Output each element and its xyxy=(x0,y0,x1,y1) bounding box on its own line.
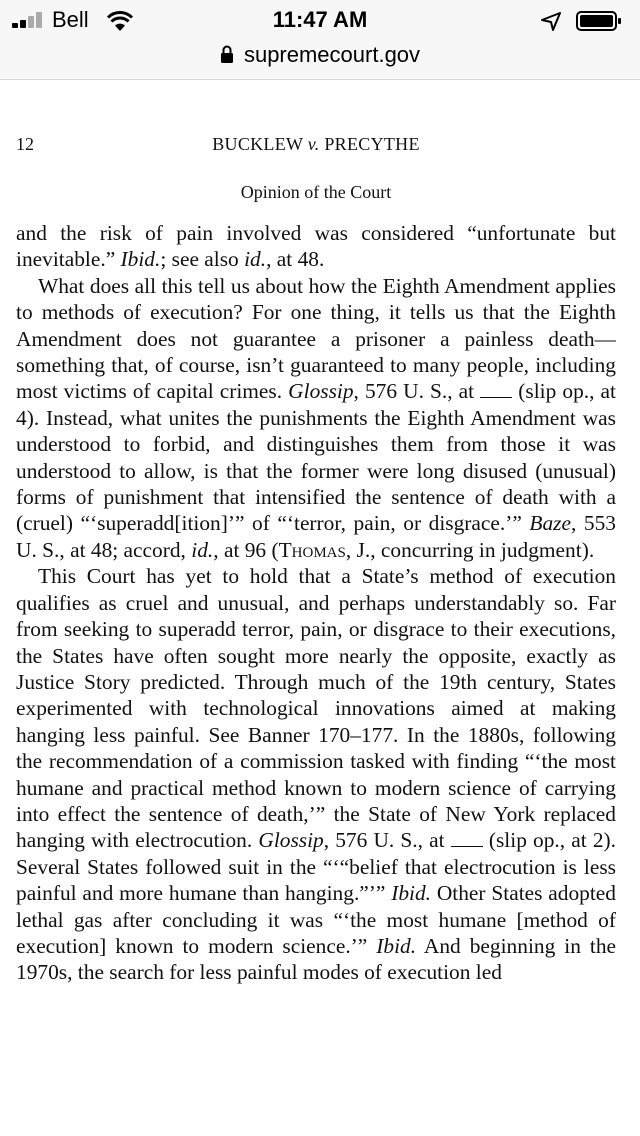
location-arrow-icon xyxy=(540,11,562,31)
battery-icon xyxy=(576,10,622,32)
paragraph-1 xyxy=(16,220,616,273)
text-run: , 576 U. S., at xyxy=(353,379,481,404)
lock-icon xyxy=(220,44,234,64)
citation: Ibid. xyxy=(120,247,161,272)
page-number: 12 xyxy=(16,134,34,154)
text-run: And beginning in the 1970s, the search for less painful modes of execution led xyxy=(16,933,616,985)
text-run: (slip op., at 4). Instead, what unites the punishments the Eighth Amendment was understood to forbid, and distinguishes them from those it was understood to allow, is that the former were long disused (unusual) forms of punishment that intensified the sentence of death with a (cruel) “‘superadd[ition]’” of “‘terror, pain, or disgrace.’” xyxy=(16,379,616,536)
status-bar xyxy=(0,0,640,40)
citation: Glossip xyxy=(258,828,324,853)
citation: id. xyxy=(191,537,214,562)
url-domain[interactable]: supremecourt.gov xyxy=(243,42,421,67)
paragraph-3 xyxy=(16,563,616,986)
opinion-body xyxy=(16,220,616,1136)
text-run: What does all this tell us about how the Eighth Amendment applies to methods of execution? For one thing, it tells us that the Eighth Amendment does not guarantee a prisoner a painless death—something that, of course, isn’t guaranteed to many people, including most victims of capital crimes. xyxy=(16,273,616,404)
paragraph-2 xyxy=(16,273,616,563)
address-bar[interactable] xyxy=(0,40,640,80)
text-run: Other States adopted lethal gas after concluding it was “‘the most humane [method of execution] known to modern science.’” xyxy=(16,881,616,958)
text-run: (slip op., at 2). Several States followed suit in the “‘“belief that electrocution is less painful and more humane than hanging.”’” xyxy=(16,828,616,906)
case-title xyxy=(16,134,616,155)
text-run: ; see also xyxy=(160,247,245,272)
text-run: This Court has yet to hold that a State’s method of execution qualifies as cruel and unusual, and perhaps understandably so. Far from seeking to superadd terror, pain, or disgrace to their executions, the States have often sought more nearly the opposite, exactly as Justice Story predicted. Through much of the 19th century, States experimented with technological innovations aimed at making hanging less painful. See Banner 170–177. In the 1880s, following the recommendation of a commission tasked with finding “‘the most humane and practical method known to modern science of carrying into effect the sentence of death,’” the State of New York replaced hanging with electrocution. xyxy=(16,564,616,853)
text-run: , J., concurring in judgment). xyxy=(345,537,595,562)
text-run: and the risk of pain involved was considered “unfortunate but inevitable.” xyxy=(16,221,616,272)
justice-name: Thomas xyxy=(278,537,346,562)
case-title-versus: v. xyxy=(307,134,320,154)
status-time: 11:47 AM xyxy=(272,7,368,32)
page-header xyxy=(16,134,616,158)
opinion-label: Opinion of the Court xyxy=(240,182,392,202)
citation: Glossip xyxy=(288,379,354,404)
citation: id. xyxy=(244,247,267,272)
text-run: , at 96 ( xyxy=(213,537,279,562)
carrier-name: Bell xyxy=(52,7,89,32)
citation: Baze xyxy=(529,511,572,536)
slip-opinion-blank xyxy=(451,831,483,847)
slip-opinion-blank xyxy=(480,382,512,398)
case-title-respondent: PRECYTHE xyxy=(324,134,420,154)
text-run: , at 48. xyxy=(266,247,325,272)
case-title-petitioner: BUCKLEW xyxy=(212,134,303,154)
citation: Ibid. xyxy=(376,933,417,958)
citation: Ibid. xyxy=(391,881,432,906)
text-run: , 576 U. S., at xyxy=(323,828,451,853)
text-run: , 553 U. S., at 48; accord, xyxy=(16,511,616,562)
